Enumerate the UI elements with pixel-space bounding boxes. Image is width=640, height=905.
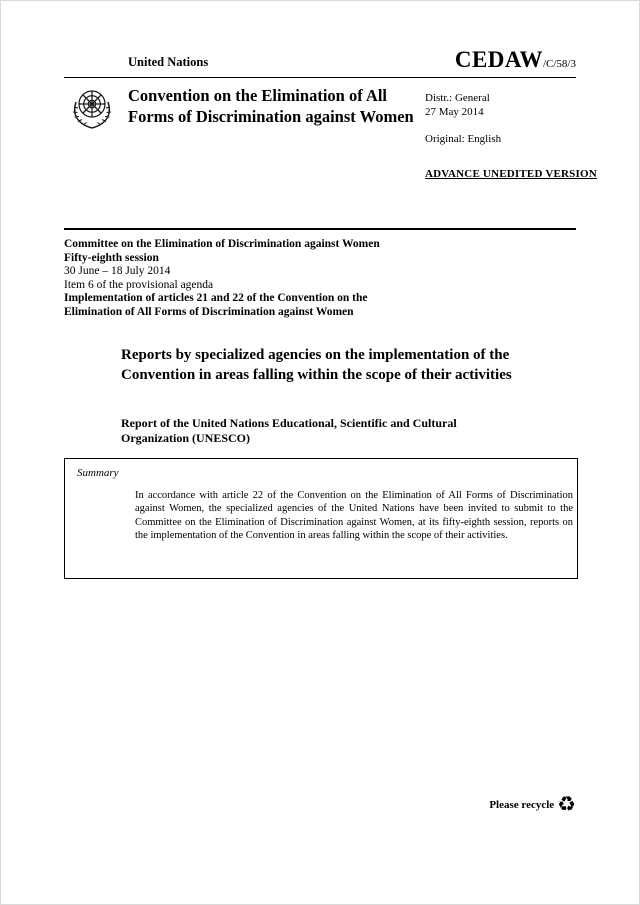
advance-unedited-notice: ADVANCE UNEDITED VERSION (425, 168, 597, 180)
document-symbol-suffix: /C/58/3 (542, 58, 576, 70)
report-title: Reports by specialized agencies on the implementation of the Convention in areas falling within the scope of their activities (121, 347, 512, 383)
convention-title: Convention on the Elimination of All Forms of Discrimination against Women (128, 86, 414, 126)
agenda-topic: Implementation of articles 21 and 22 of the Convention on the Elimination of All Forms of Discrimination against Women (64, 292, 368, 318)
recycle-note (489, 794, 576, 815)
distribution-block (425, 91, 501, 146)
recycle-icon: ♻ (557, 792, 576, 816)
org-name: United Nations (128, 55, 209, 69)
original-language: Original: English (425, 133, 502, 145)
session-dates: 30 June – 18 July 2014 (64, 265, 171, 277)
agenda-item: Item 6 of the provisional agenda (64, 278, 214, 291)
summary-text: In accordance with article 22 of the Convention on the Elimination of All Forms of Discrimination against Women, the specialized agencies of the United Nations have been invited to submit to the Committee on the Elimination of Discrimination against Women, at its fifty-eighth session, reports on the implementation of the Convention in areas falling within the scope of their activities. (135, 490, 573, 541)
masthead-rule (64, 228, 576, 230)
un-emblem-icon (67, 85, 117, 135)
document-symbol-main: CEDAW (454, 47, 543, 72)
recycle-label: Please recycle (489, 798, 555, 811)
summary-label: Summary (77, 467, 119, 479)
committee-name: Committee on the Elimination of Discrimination against Women (64, 238, 380, 250)
distr-date: 27 May 2014 (425, 106, 484, 118)
summary-box (64, 458, 578, 579)
session-block (64, 238, 409, 319)
session-number: Fifty-eighth session (64, 251, 159, 264)
distr-line: Distr.: General (425, 92, 490, 104)
header-rule (64, 77, 576, 78)
report-subtitle: Report of the United Nations Educational, Scientific and Cultural Organization (UNESCO) (121, 416, 457, 445)
document-symbol (455, 47, 576, 73)
